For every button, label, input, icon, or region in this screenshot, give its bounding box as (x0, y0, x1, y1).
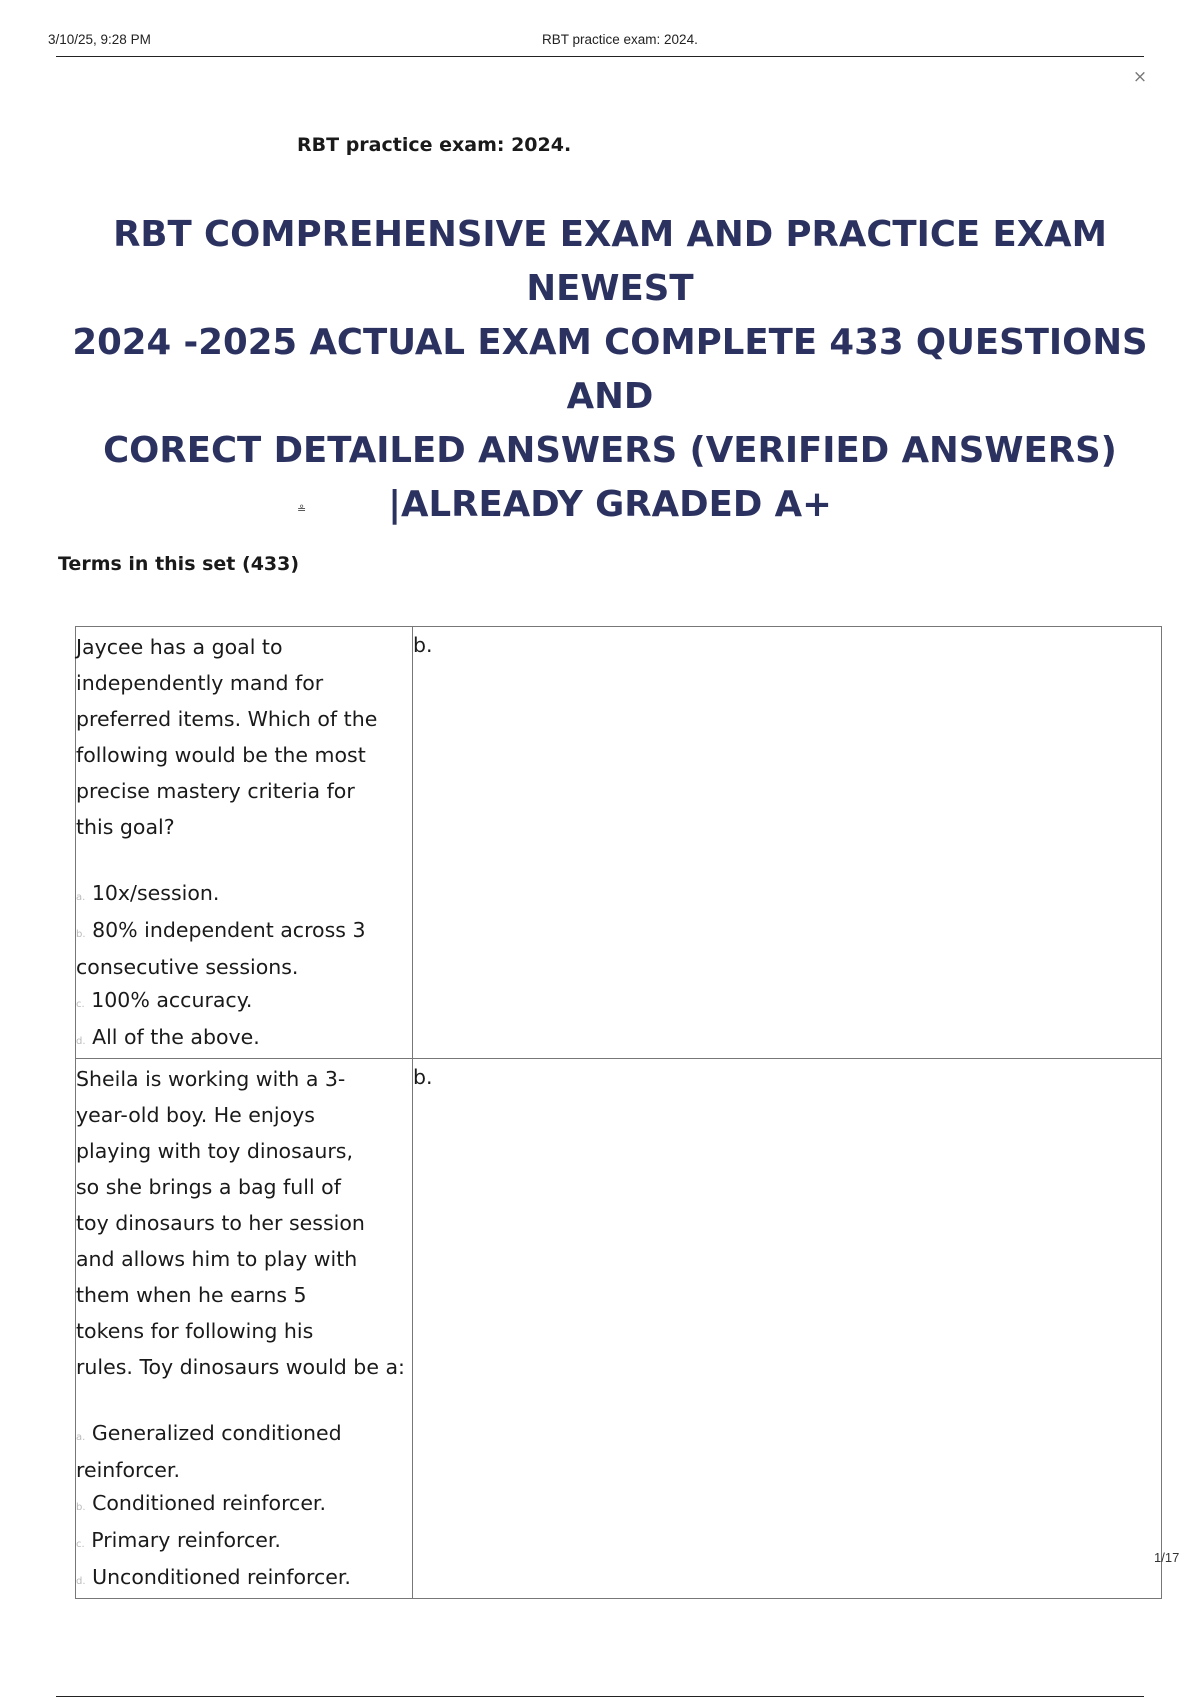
option-letter: d. (76, 1036, 86, 1047)
terms-table (75, 626, 1162, 1599)
question-line: independently mand for (76, 671, 324, 695)
option-letter: a. (76, 892, 86, 903)
option-text: 100% accuracy. (91, 988, 253, 1012)
question-line: them when he earns 5 (76, 1283, 307, 1307)
question-line: and allows him to play with (76, 1247, 358, 1271)
heading-line: RBT COMPREHENSIVE EXAM AND PRACTICE EXAM NEWEST (113, 214, 1107, 309)
heading-line: |ALREADY GRADED A+ (388, 484, 832, 525)
question-text (76, 1059, 412, 1385)
answer-text: b. (413, 1065, 433, 1089)
document-heading (30, 208, 1190, 532)
option-item (76, 914, 412, 984)
option-letter: b. (76, 929, 86, 940)
close-icon[interactable]: × (1132, 67, 1148, 87)
header-divider (56, 56, 1144, 57)
option-text: Generalized conditioned reinforcer. (76, 1421, 342, 1482)
option-item (76, 1524, 412, 1561)
table-row (76, 1059, 1162, 1599)
option-letter: d. (76, 1576, 86, 1587)
small-mark-icon: ≗ (297, 503, 307, 516)
table-row (76, 627, 1162, 1059)
heading-line: CORECT DETAILED ANSWERS (VERIFIED ANSWERS) (103, 430, 1117, 471)
question-line: so she brings a bag full of (76, 1175, 341, 1199)
option-text: 10x/session. (91, 881, 220, 905)
question-text (76, 627, 412, 845)
print-title: RBT practice exam: 2024. (542, 32, 698, 47)
question-cell (76, 627, 413, 1059)
print-header (48, 28, 1144, 58)
question-line: Sheila is working with a 3- (76, 1067, 346, 1091)
option-text: Unconditioned reinforcer. (92, 1565, 351, 1589)
question-line: Jaycee has a goal to (76, 635, 283, 659)
answer-cell (413, 1059, 1162, 1599)
page-title: RBT practice exam: 2024. (297, 134, 572, 156)
answer-options (76, 1417, 412, 1598)
terms-count-label: Terms in this set (433) (58, 553, 300, 575)
option-letter: c. (76, 1539, 85, 1550)
question-line: year-old boy. He enjoys (76, 1103, 315, 1127)
question-line: rules. Toy dinosaurs would be a: (76, 1355, 405, 1379)
print-date: 3/10/25, 9:28 PM (48, 32, 151, 47)
option-item (76, 1021, 412, 1058)
question-line: precise mastery criteria for (76, 779, 355, 803)
answer-text: b. (413, 633, 433, 657)
heading-line: 2024 -2025 ACTUAL EXAM COMPLETE 433 QUESTIONS AND (72, 322, 1148, 417)
option-text: 80% independent across 3 consecutive sessions. (76, 918, 366, 979)
option-text: Conditioned reinforcer. (92, 1491, 326, 1515)
option-text: All of the above. (92, 1025, 260, 1049)
option-text: Primary reinforcer. (91, 1528, 281, 1552)
question-line: preferred items. Which of the (76, 707, 378, 731)
question-line: tokens for following his (76, 1319, 314, 1343)
answer-cell (413, 627, 1162, 1059)
question-line: playing with toy dinosaurs, (76, 1139, 353, 1163)
option-item (76, 984, 412, 1021)
question-line: this goal? (76, 815, 175, 839)
footer-divider (56, 1696, 1144, 1697)
option-letter: c. (76, 999, 85, 1010)
option-item (76, 1487, 412, 1524)
option-letter: a. (76, 1432, 86, 1443)
question-cell (76, 1059, 413, 1599)
answer-options (76, 877, 412, 1058)
option-item (76, 1417, 412, 1487)
option-item (76, 1561, 412, 1598)
option-letter: b. (76, 1502, 86, 1513)
option-item (76, 877, 412, 914)
question-line: following would be the most (76, 743, 366, 767)
question-line: toy dinosaurs to her session (76, 1211, 365, 1235)
page-number: 1/17 (1154, 1550, 1180, 1565)
